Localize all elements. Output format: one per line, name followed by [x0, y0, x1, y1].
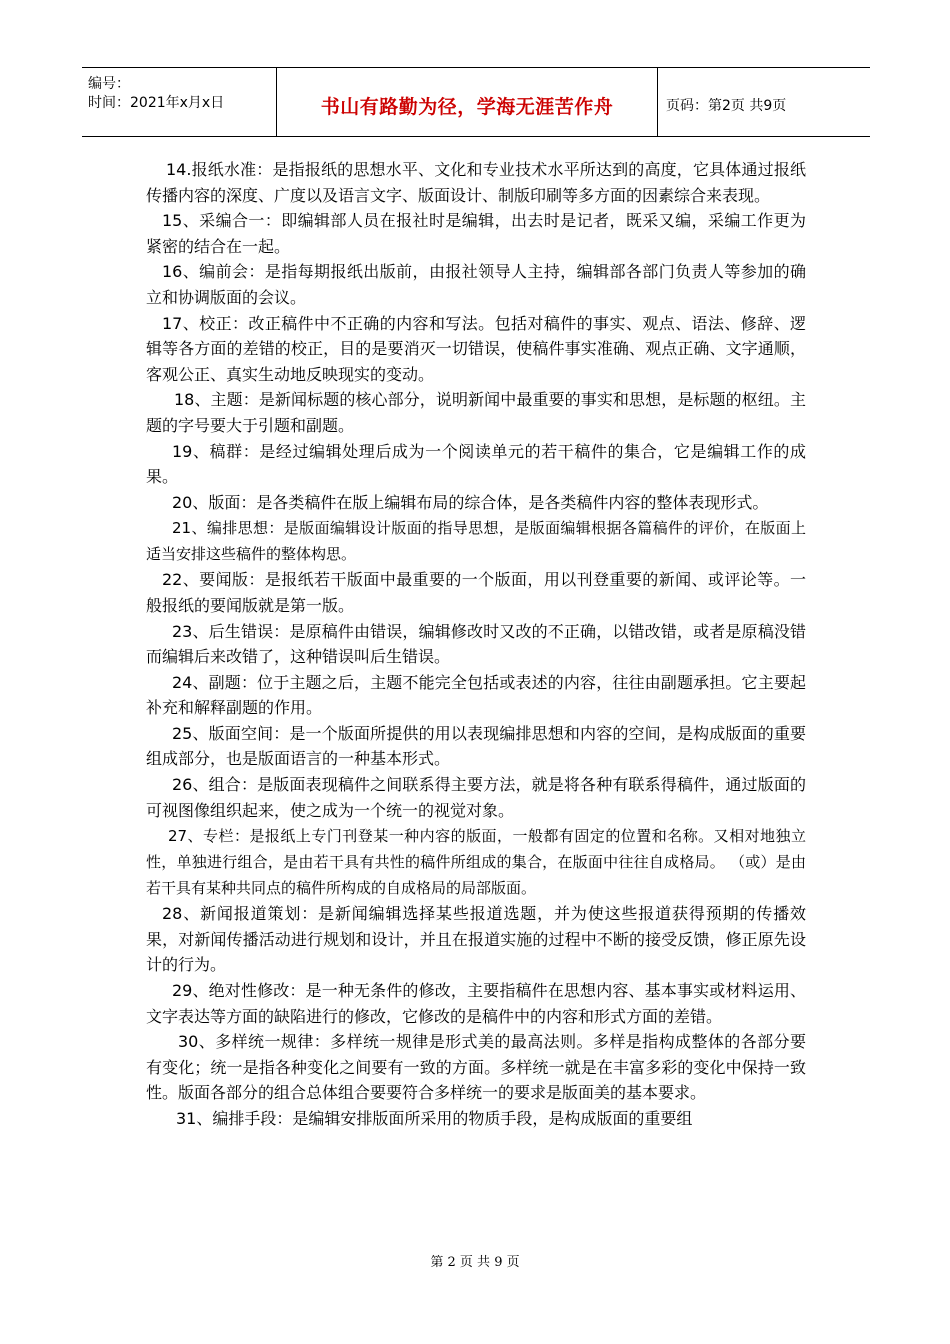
glossary-body	[146, 157, 806, 1132]
glossary-entry: 18、主题：是新闻标题的核心部分，说明新闻中最重要的事实和思想，是标题的枢纽。主题的字号要大于引题和副题。	[146, 390, 806, 435]
glossary-entry: 27、专栏：是报纸上专门刊登某一种内容的版面，一般都有固定的位置和名称。又相对地独立性，单独进行组合，是由若干具有共性的稿件所组成的集合，在版面中往往自成格局。 （或）是由若干具有某种共同点的稿件所构成的自成格局的局部版面。	[146, 827, 806, 898]
glossary-entry: 17、校正：改正稿件中不正确的内容和写法。包括对稿件的事实、观点、语法、修辞、逻辑等各方面的差错的校正，目的是要消灭一切错误，使稿件事实准确、观点正确、文字通顺，客观公正、真实生动地反映现实的变动。	[146, 313, 806, 384]
page-header	[82, 67, 870, 137]
page-info: 页码：第2页 共9页	[666, 98, 787, 114]
glossary-entry: 30、多样统一规律：多样统一规律是形式美的最高法则。多样是指构成整体的各部分要有变化；统一是指各种变化之间要有一致的方面。多样统一就是在丰富多彩的变化中保持一致性。版面各部分的组合总体组合要要符合多样统一的要求是版面美的基本要求。	[146, 1032, 806, 1103]
glossary-entry: 20、版面：是各类稿件在版上编辑布局的综合体，是各类稿件内容的整体表现形式。	[172, 492, 769, 512]
header-motto-cell	[277, 68, 658, 136]
header-left-cell	[82, 68, 277, 136]
serial-number-label: 编号：	[88, 76, 130, 92]
glossary-entry: 19、稿群：是经过编辑处理后成为一个阅读单元的若干稿件的集合，它是编辑工作的成果。	[146, 441, 806, 487]
glossary-entry: 29、绝对性修改：是一种无条件的修改，主要指稿件在思想内容、基本事实或材料运用、文字表达等方面的缺陷进行的修改，它修改的是稿件中的内容和形式方面的差错。	[146, 981, 806, 1026]
glossary-entry: 22、要闻版：是报纸若干版面中最重要的一个版面，用以刊登重要的新闻、或评论等。一般报纸的要闻版就是第一版。	[146, 570, 806, 615]
glossary-entry: 21、编排思想：是版面编辑设计版面的指导思想，是版面编辑根据各篇稿件的评价，在版面上适当安排这些稿件的整体构思。	[146, 519, 806, 564]
glossary-entry: 16、编前会：是指每期报纸出版前，由报社领导人主持，编辑部各部门负责人等参加的确立和协调版面的会议。	[146, 262, 806, 307]
header-right-cell	[658, 68, 870, 136]
glossary-entry: 15、采编合一：即编辑部人员在报社时是编辑，出去时是记者，既采又编，采编工作更为紧密的结合在一起。	[146, 211, 806, 256]
glossary-entry: 28、新闻报道策划：是新闻编辑选择某些报道选题，并为使这些报道获得预期的传播效果，对新闻传播活动进行规划和设计，并且在报道实施的过程中不断的接受反馈，修正原先设计的行为。	[146, 904, 806, 975]
glossary-entry: 14.报纸水准：是指报纸的思想水平、文化和专业技术水平所达到的高度，它具体通过报纸传播内容的深度、广度以及语言文字、版面设计、制版印刷等多方面的因素综合来表现。	[146, 160, 806, 205]
glossary-entry: 26、组合：是版面表现稿件之间联系得主要方法，就是将各种有联系得稿件，通过版面的可视图像组织起来，使之成为一个统一的视觉对象。	[146, 775, 806, 820]
date-text: 时间：2021年x月x日	[88, 95, 225, 111]
glossary-entry: 24、副题：位于主题之后，主题不能完全包括或表述的内容，往往由副题承担。它主要起补充和解释副题的作用。	[146, 672, 806, 718]
glossary-entry: 23、后生错误：是原稿件由错误，编辑修改时又改的不正确，以错改错，或者是原稿没错而编辑后来改错了，这种错误叫后生错误。	[146, 621, 806, 667]
motto-text: 书山有路勤为径，学海无涯苦作舟	[320, 96, 614, 118]
page-footer: 第 2 页 共 9 页	[430, 1255, 520, 1270]
glossary-entry: 25、版面空间：是一个版面所提供的用以表现编排思想和内容的空间，是构成版面的重要组成部分，也是版面语言的一种基本形式。	[146, 723, 806, 769]
glossary-entry: 31、编排手段：是编辑安排版面所采用的物质手段，是构成版面的重要组	[176, 1109, 693, 1128]
